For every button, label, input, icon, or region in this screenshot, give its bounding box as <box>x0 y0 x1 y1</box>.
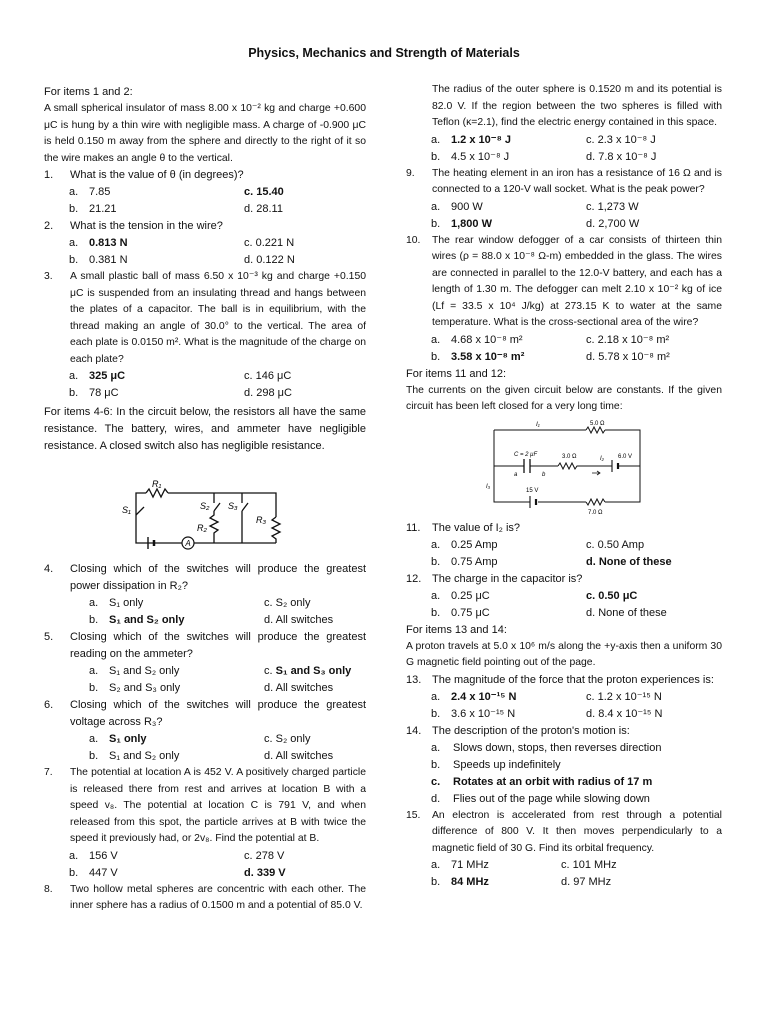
question-text: Closing which of the switches will produce the greatest voltage across R₃? <box>70 699 366 728</box>
question-text: A small plastic ball of mass 6.50 x 10⁻³ kg and charge +0.150 μC is suspended from an insulating thread and hangs between the plates of a capacitor. The ball is in equilibrium, with the thread making an angle of 30.0° to the vertical. The area of each plate is 0.0150 m². What is the magnitude of the charge on each plate? <box>70 271 366 365</box>
resistor-r1 <box>146 489 168 497</box>
option-label: a. <box>69 849 79 862</box>
option-c-prefix: c. <box>264 665 276 677</box>
option-d: d. None of these <box>586 555 672 568</box>
left-column <box>44 84 366 915</box>
option-c: c. 2.18 x 10⁻⁸ m² <box>586 333 670 346</box>
label-capacitor: C = 2 μF <box>514 451 538 458</box>
label-v-15: 15 V <box>526 487 539 494</box>
option-a: 0.25 Amp <box>451 538 498 551</box>
question-number: 2. <box>44 220 54 232</box>
capacitor <box>524 459 530 473</box>
label-s3: S₃ <box>228 501 238 511</box>
question-text: Closing which of the switches will produce the greatest power dissipation in R₂? <box>70 563 366 592</box>
label-r-3ohm: 3.0 Ω <box>562 453 577 460</box>
label-r-5ohm: 5.0 Ω <box>590 420 605 427</box>
option-b: 1,800 W <box>451 217 492 230</box>
option-c: c. 15.40 <box>244 186 284 198</box>
option-label: b. <box>69 387 79 399</box>
option-d: d. 8.4 x 10⁻¹⁵ N <box>586 707 663 720</box>
options-4 <box>44 595 366 629</box>
intro-items-4-6: For items 4-6: In the circuit below, the resistors all have the same resistance. The battery, wires, and ammeter have negligible resistance. A closed switch also has negligible resistance. <box>44 406 366 452</box>
question-12 <box>406 571 722 588</box>
options-13 <box>406 689 722 723</box>
option-d: d. None of these <box>586 606 667 619</box>
option-label: b. <box>431 555 441 568</box>
option-b: 78 μC <box>89 387 119 399</box>
battery-6v <box>612 460 618 472</box>
options-8 <box>406 132 722 166</box>
option-label: a. <box>431 333 441 346</box>
option-d: d. 28.11 <box>244 203 283 215</box>
question-text: The value of I₂ is? <box>432 521 521 534</box>
switch-s2 <box>214 493 220 511</box>
option-label: b. <box>69 254 79 266</box>
option-label: a. <box>431 200 441 213</box>
intro-items-11-12: For items 11 and 12: <box>406 367 507 380</box>
question-15 <box>406 808 722 858</box>
question-number: 15. <box>406 809 421 821</box>
intro-items-13-14: For items 13 and 14: <box>406 623 507 636</box>
resistor-5ohm <box>586 427 605 433</box>
circuit-diagram-1 <box>44 459 366 559</box>
option-d: d. All switches <box>264 750 334 762</box>
option-label: b. <box>69 866 79 879</box>
question-text: The magnitude of the force that the proton experiences is: <box>432 673 714 686</box>
option-b: 4.5 x 10⁻⁸ J <box>451 150 510 163</box>
resistor-r3 <box>272 517 280 543</box>
question-text: The potential at location A is 452 V. A positively charged particle is released there from rest and arrives at location B with a speed v₈. The potential at location C is 791 V, and when released from this spot, the particle arrives at B with twice the speed it previously had, or 2v₈. Find the potential at B. <box>70 767 366 844</box>
option-a: 1.2 x 10⁻⁸ J <box>451 133 511 146</box>
label-r3: R₃ <box>256 515 267 525</box>
option-d: d. 0.122 N <box>244 254 295 266</box>
option-b: S₁ and S₂ only <box>109 750 180 762</box>
option-label: b. <box>431 758 441 771</box>
option-label: b. <box>431 150 441 163</box>
stem-items-1-2: A small spherical insulator of mass 8.00 x 10⁻² kg and charge +0.600 μC is hung by a thin wire with negligible mass. A charge of -0.900 μC is held 0.150 m away from the sphere and directly to the right of it so the wire makes an angle θ to the vertical. <box>44 103 366 164</box>
question-8 <box>44 882 366 915</box>
option-c: c. 146 μC <box>244 370 292 382</box>
question-6 <box>44 697 366 731</box>
option-d: d. 298 μC <box>244 387 292 399</box>
wire-bottom-left <box>136 525 184 543</box>
label-r-7ohm: 7.0 Ω <box>588 509 603 516</box>
option-b: 21.21 <box>89 203 117 215</box>
option-a: 2.4 x 10⁻¹⁵ N <box>451 690 517 703</box>
option-label: a. <box>431 133 441 146</box>
question-11 <box>406 520 722 537</box>
option-a: 325 μC <box>89 370 126 382</box>
question-13 <box>406 672 722 689</box>
options-11 <box>406 537 722 571</box>
label-v-6: 6.0 V <box>618 453 633 460</box>
options-2 <box>44 235 366 269</box>
switch-s1-blade <box>136 507 144 515</box>
question-number: 1. <box>44 169 54 181</box>
arrow-i2-icon <box>592 471 600 475</box>
option-label: b. <box>89 750 99 762</box>
question-10 <box>406 233 722 332</box>
label-s2: S₂ <box>200 501 210 511</box>
option-d: d. 339 V <box>244 866 286 879</box>
option-c: c. 1,273 W <box>586 200 639 213</box>
page-title: Physics, Mechanics and Strength of Materials <box>248 46 520 60</box>
label-i3: I₃ <box>486 483 491 490</box>
option-label: b. <box>431 707 441 720</box>
question-number: 13. <box>406 673 422 686</box>
options-7 <box>44 848 366 882</box>
options-12 <box>406 588 722 622</box>
option-b: 84 MHz <box>451 876 489 888</box>
circuit-diagram-2 <box>406 416 722 520</box>
option-label: a. <box>431 859 441 871</box>
question-text: Two hollow metal spheres are concentric with each other. The inner sphere has a radius of 0.1500 m and a potential of 85.0 V. <box>70 883 366 911</box>
question-number: 11. <box>406 521 421 534</box>
option-d: d. 7.8 x 10⁻⁸ J <box>586 150 657 163</box>
option-d: d. All switches <box>264 682 334 694</box>
question-number: 10. <box>406 234 421 246</box>
option-a: 0.25 μC <box>451 589 490 602</box>
option-a: 4.68 x 10⁻⁸ m² <box>451 333 523 346</box>
option-c: c. S₂ only <box>264 733 311 745</box>
option-label: a. <box>431 589 441 602</box>
option-label: a. <box>431 741 441 754</box>
question-2 <box>44 218 366 235</box>
option-b: 3.58 x 10⁻⁸ m² <box>451 350 525 363</box>
option-d: d. 5.78 x 10⁻⁸ m² <box>586 350 670 363</box>
option-a: S₁ and S₂ only <box>109 665 180 677</box>
label-i1: I₁ <box>536 420 540 428</box>
option-c: c. 1.2 x 10⁻¹⁵ N <box>586 690 662 703</box>
option-label: b. <box>431 217 441 230</box>
wire-left-top <box>136 493 146 515</box>
option-label: b. <box>431 350 441 363</box>
option-d: Flies out of the page while slowing down <box>453 792 650 805</box>
option-label: a. <box>89 733 99 745</box>
option-label: d. <box>431 792 441 805</box>
resistor-3ohm <box>558 463 586 469</box>
question-number: 3. <box>44 271 53 282</box>
question-number: 12. <box>406 572 422 585</box>
label-r1: R₁ <box>152 479 162 489</box>
option-d: d. 2,700 W <box>586 217 640 230</box>
options-1 <box>44 184 366 218</box>
options-5 <box>44 663 366 697</box>
option-d: d. All switches <box>264 614 334 626</box>
question-number: 5. <box>44 631 54 643</box>
option-c: c. 101 MHz <box>561 859 617 871</box>
question-text: What is the value of θ (in degrees)? <box>70 169 244 181</box>
question-5 <box>44 629 366 663</box>
stem-items-13-14: A proton travels at 5.0 x 10⁶ m/s along the +y-axis then a uniform 30 G magnetic field pointing out of the page. <box>406 640 722 668</box>
right-column <box>406 82 722 891</box>
option-label: a. <box>89 665 99 677</box>
label-b: b <box>542 471 546 478</box>
option-label: b. <box>89 682 99 694</box>
question-4 <box>44 561 366 595</box>
option-a: S₁ only <box>109 597 144 609</box>
question-1 <box>44 167 366 184</box>
option-c: c. 0.221 N <box>244 237 295 249</box>
option-a: 7.85 <box>89 186 111 198</box>
option-label: b. <box>431 606 441 619</box>
option-b: S₁ and S₂ only <box>109 614 185 626</box>
question-text: The charge in the capacitor is? <box>432 572 583 585</box>
option-c <box>264 663 366 680</box>
option-b: S₂ and S₃ only <box>109 682 181 694</box>
question-number: 8. <box>44 883 53 895</box>
question-text: What is the tension in the wire? <box>70 220 223 232</box>
option-label: a. <box>69 370 79 382</box>
question-14 <box>406 723 722 740</box>
option-label: c. <box>431 775 441 788</box>
label-r2: R₂ <box>197 523 207 533</box>
ammeter-label: A <box>185 539 191 548</box>
switch-s3 <box>242 493 248 543</box>
option-a: 900 W <box>451 200 483 213</box>
question-text: Closing which of the switches will produce the greatest reading on the ammeter? <box>70 631 366 660</box>
question-number: 7. <box>44 767 53 778</box>
option-b: 447 V <box>89 866 118 879</box>
stem-items-11-12: The currents on the given circuit below are constants. If the given circuit has been left closed for a very long time: <box>406 384 722 412</box>
option-b: 3.6 x 10⁻¹⁵ N <box>451 707 516 720</box>
options-9 <box>406 199 722 233</box>
question-number: 14. <box>406 724 422 737</box>
option-a: 71 MHz <box>451 859 489 871</box>
option-c: c. 2.3 x 10⁻⁸ J <box>586 133 656 146</box>
option-label: b. <box>89 614 99 626</box>
question-number: 6. <box>44 699 54 711</box>
wire-top <box>168 493 276 517</box>
label-i2: I₂ <box>600 455 604 462</box>
question-8-continued: The radius of the outer sphere is 0.1520 m and its potential is 82.0 V. If the region between the two spheres is filled with Teflon (κ=2.1), find the electric energy contained in this space. <box>432 84 722 128</box>
option-label: a. <box>431 538 441 551</box>
option-a: S₁ only <box>109 733 147 745</box>
question-9 <box>406 166 722 199</box>
option-a: 0.813 N <box>89 237 128 249</box>
resistor-r2 <box>210 511 218 543</box>
option-label: a. <box>431 690 441 703</box>
option-a: 156 V <box>89 849 118 862</box>
question-text: The heating element in an iron has a resistance of 16 Ω and is connected to a 120-V wall socket. What is the peak power? <box>432 167 722 195</box>
option-b: 0.381 N <box>89 254 128 266</box>
option-a: Slows down, stops, then reverses direction <box>453 741 662 754</box>
resistor-7ohm <box>586 499 605 505</box>
question-number: 9. <box>406 167 415 179</box>
label-s1: S₁ <box>122 505 131 515</box>
intro-items-1-2: For items 1 and 2: <box>44 86 133 98</box>
option-b: Speeds up indefinitely <box>453 758 561 771</box>
option-c: c. S₂ only <box>264 597 311 609</box>
option-label: b. <box>69 203 79 215</box>
option-c-bold: S₁ and S₃ only <box>275 665 352 677</box>
option-label: b. <box>431 876 441 888</box>
question-7 <box>44 765 366 848</box>
option-b: 0.75 Amp <box>451 555 498 568</box>
option-c: c. 0.50 Amp <box>586 538 645 551</box>
options-14 <box>406 740 722 808</box>
question-number: 4. <box>44 563 54 575</box>
option-label: a. <box>89 597 99 609</box>
options-3 <box>44 368 366 402</box>
option-label: a. <box>69 237 79 249</box>
option-b: 0.75 μC <box>451 606 490 619</box>
option-c: c. 278 V <box>244 849 285 862</box>
option-d: d. 97 MHz <box>561 876 612 888</box>
options-15 <box>406 857 722 891</box>
option-c: c. 0.50 μC <box>586 589 638 602</box>
question-text: An electron is accelerated from rest through a potential difference of 800 V. It then moves perpendicularly to a magnetic field of 30 G. Find its orbital frequency. <box>432 809 722 854</box>
question-text: The description of the proton's motion is: <box>432 724 630 737</box>
question-3 <box>44 269 366 368</box>
option-c: Rotates at an orbit with radius of 17 m <box>453 775 653 788</box>
label-a: a <box>514 471 518 478</box>
battery-15v <box>530 496 536 508</box>
options-10 <box>406 332 722 366</box>
option-label: a. <box>69 186 79 198</box>
question-text: The rear window defogger of a car consists of thirteen thin wires (ρ = 88.0 x 10⁻⁸ Ω-m) embedded in the glass. The wires are connected in parallel to the 12.0-V battery, and each has a length of 1.30 m. The defogger can melt 2.10 x 10⁻² kg of ice (Lf = 33.5 x 10⁴ J/kg) at 273.15 K to water at the same temperature. What is the cross-sectional area of the wire? <box>432 234 722 328</box>
options-6 <box>44 731 366 765</box>
